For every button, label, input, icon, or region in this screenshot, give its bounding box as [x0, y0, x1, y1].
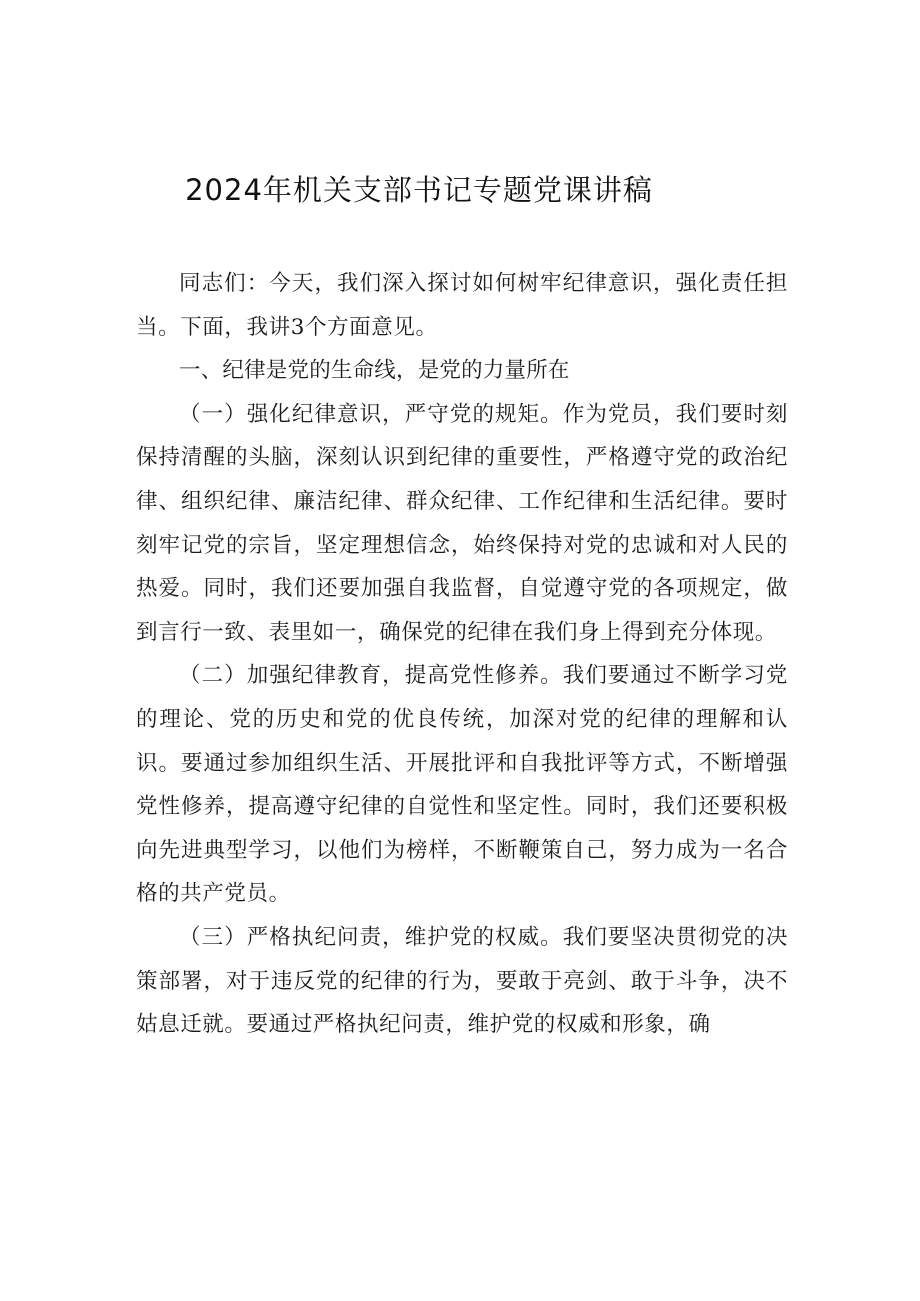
paragraph-2: （二）加强纪律教育，提高党性修养。我们要通过不断学习党的理论、党的历史和党的优良传统，加深对党的纪律的理解和认识。要通过参加组织生活、开展批评和自我批评等方式，不断增强党性修养，提高遵守纪律的自觉性和坚定性。同时，我们还要积极向先进典型学习，以他们为榜样，不断鞭策自己，努力成为一名合格的共产党员。 [136, 663, 788, 907]
paragraph-1: （一）强化纪律意识，严守党的规矩。作为党员，我们要时刻保持清醒的头脑，深刻认识到纪律的重要性，严格遵守党的政治纪律、组织纪律、廉洁纪律、群众纪律、工作纪律和生活纪律。要时刻牢记党的宗旨，坚定理想信念，始终保持对党的忠诚和对人民的热爱。同时，我们还要加强自我监督，自觉遵守党的各项规定，做到言行一致、表里如一，确保党的纪律在我们身上得到充分体现。 [136, 401, 788, 645]
document-body [136, 262, 788, 1047]
section-heading-1: 一、纪律是党的生命线，是党的力量所在 [179, 358, 570, 384]
intro-paragraph: 同志们：今天，我们深入探讨如何树牢纪律意识，强化责任担当。下面，我讲3个方面意见。 [136, 271, 788, 340]
document-title: 2024年机关支部书记专题党课讲稿 [185, 173, 653, 207]
paragraph-3: （三）严格执纪问责，维护党的权威。我们要坚决贯彻党的决策部署，对于违反党的纪律的行为，要敢于亮剑、敢于斗争，决不姑息迁就。要通过严格执纪问责，维护党的权威和形象，确 [136, 924, 788, 1038]
